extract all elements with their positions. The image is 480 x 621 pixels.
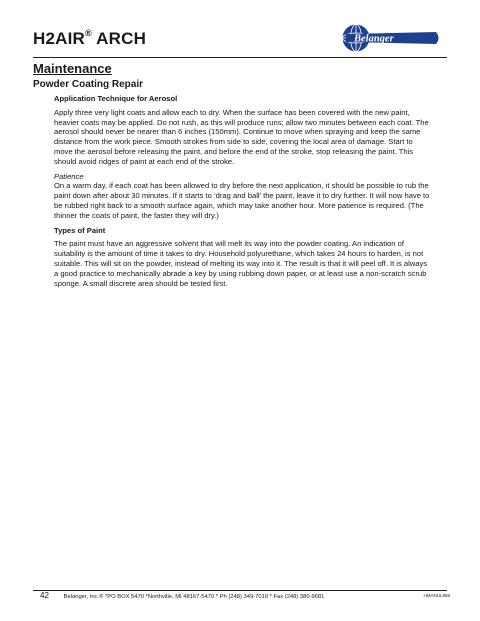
page-footer xyxy=(40,591,450,602)
patience-paragraph: On a warm day, if each coat has been allowed to dry before the next application, it should be possible to rub the paint down after about 30 minutes. If it starts to ‘drag and ball’ the paint, leave it to dry further. It will now have to be rubbed right back to a smooth surface again, which may take another hour. More patience is required. (The thinner the coats of paint, the faster they will dry.) xyxy=(54,181,430,220)
paint-types-paragraph: The paint must have an aggressive solvent that will melt its way into the powder coating. An indication of suitability is the amount of time it takes to dry. Household polyurethane, which takes 24 hours to harden, is not suitable. This will sit on the powder, instead of melting its way into it. The result is that it will peel off. It is always a good practice to mechanically abrade a key by using rubbing down paper, or at least use a non-scratch scrub sponge. A small discrete area should be tested first. xyxy=(54,239,428,288)
product-name: H2AIR xyxy=(33,29,86,48)
product-name-suffix: ARCH xyxy=(91,29,147,48)
paint-types-heading: Types of Paint xyxy=(54,225,106,235)
section-title: Maintenance xyxy=(33,61,112,76)
aerosol-heading: Application Technique for Aerosol xyxy=(54,94,178,103)
header-divider xyxy=(33,57,447,58)
footer-contact: Belanger, Inc.® *PO BOX 5470 *Northville, MI 48167-5470 * Ph (248) 349-7010 * Fax (248) 380-9681 xyxy=(63,594,325,600)
page-number: 42 xyxy=(40,591,49,600)
aerosol-paragraph: Apply three very light coats and allow each to dry. When the surface has been covered with the new paint, heavier coats may be applied. Do not rush, as this will produce runs; allow two minutes between each coat. The aerosol should never be nearer than 6 inches (150mm). Continue to move when spraying and keep the same distance from the work piece. Smooth strokes from side to side, covering the local area of damage. Start to move the aerosol before releasing the paint, and before the end of the stroke, stop releasing the paint. This should avoid ridges of paint at each end of the stroke. xyxy=(54,107,429,166)
patience-heading: Patience xyxy=(54,171,84,181)
belanger-logo xyxy=(340,22,444,54)
subsection-title: Powder Coating Repair xyxy=(33,79,144,90)
document-title xyxy=(33,29,146,49)
logo-text: Belanger xyxy=(354,33,394,45)
document-code: HMANUL956 xyxy=(423,593,450,598)
content-body xyxy=(54,94,432,293)
registered-mark: ® xyxy=(85,28,92,38)
patience-block xyxy=(54,172,432,221)
